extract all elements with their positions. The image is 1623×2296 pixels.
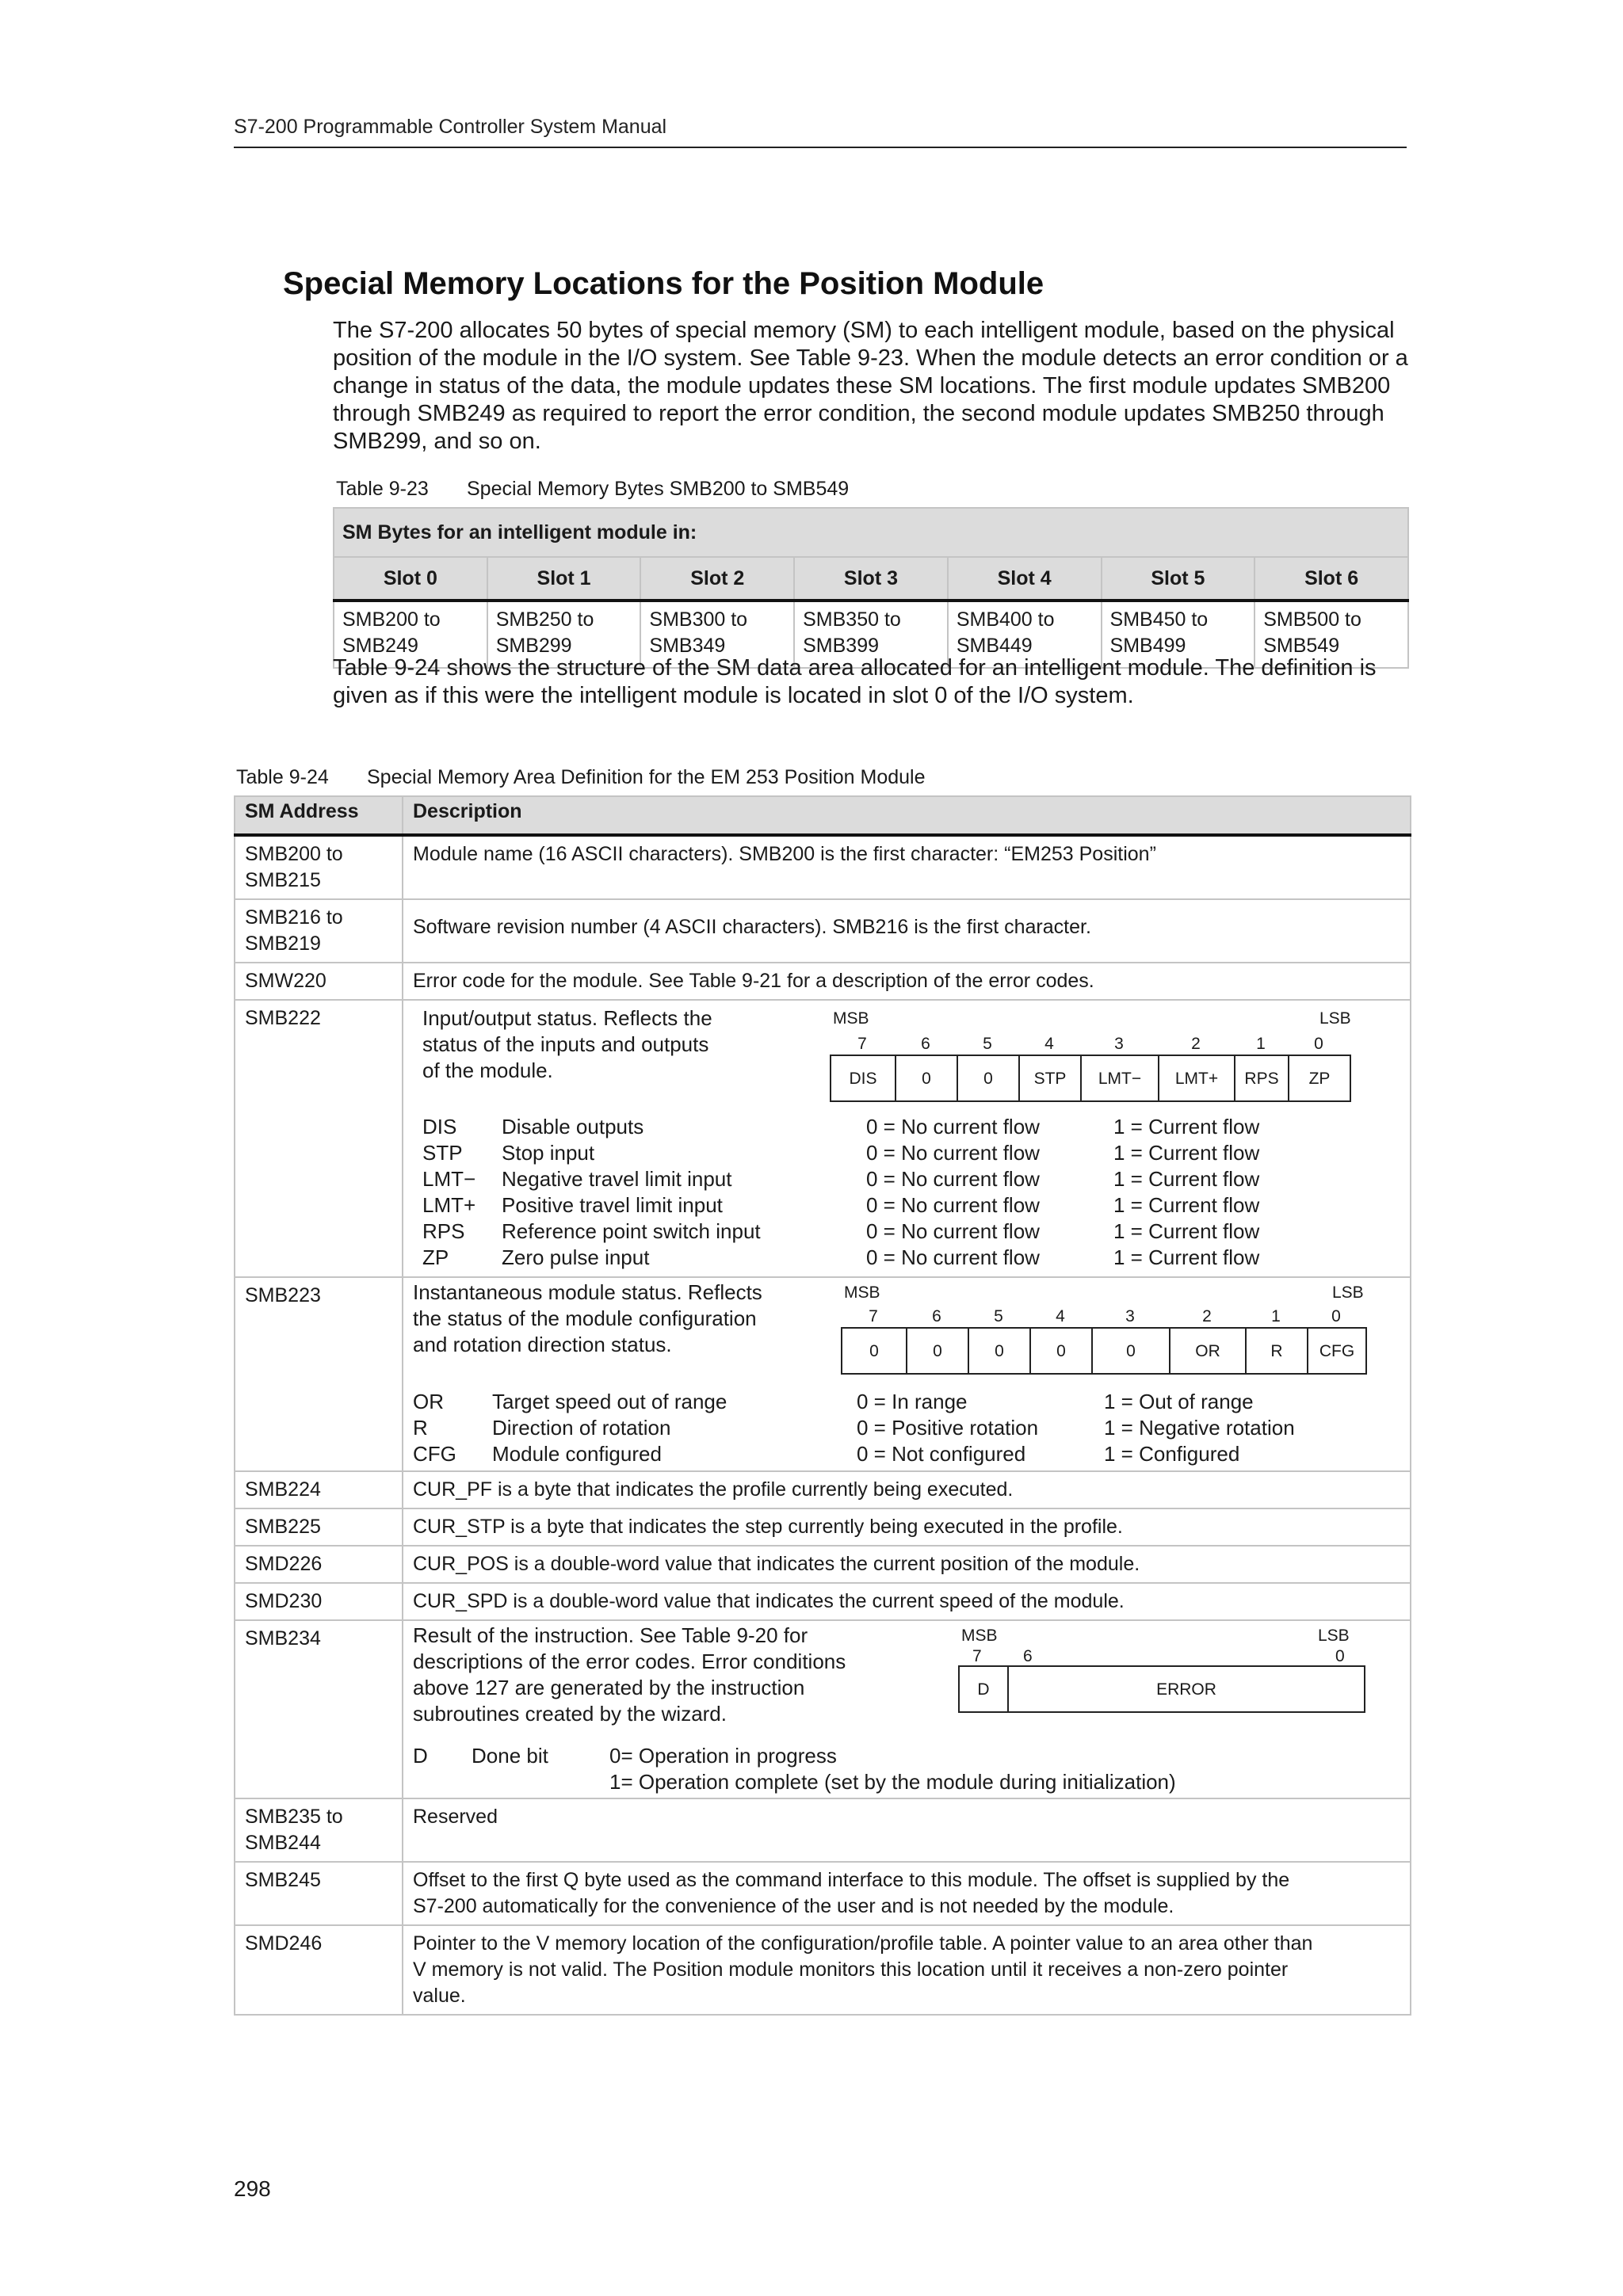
table-row (235, 1925, 1411, 2015)
legend-one: 1 = Current flow (1113, 1167, 1260, 1191)
description (403, 1620, 1411, 1798)
legend-code: LMT− (422, 1167, 476, 1191)
table-row (235, 1000, 1411, 1277)
bit-number: 0 (1314, 1035, 1323, 1053)
description: Software revision number (4 ASCII characters). SMB216 is the first character. (403, 899, 1411, 963)
page-number: 298 (234, 2176, 271, 2201)
bit-cell: 0 (896, 1056, 958, 1100)
bit-intro: Result of the instruction. See Table 9-20 for descriptions of the error codes. Error conditions above 127 are generated by the instruction subroutines created by the wizard. (413, 1623, 846, 1726)
legend-code: CFG (413, 1442, 456, 1466)
legend-one: 1 = Current flow (1113, 1193, 1260, 1217)
legend-name: Reference point switch input (502, 1219, 761, 1243)
table-9-24-caption (236, 766, 926, 789)
legend-one: 1 = Out of range (1104, 1390, 1254, 1413)
legend-zero: 0 = Not configured (857, 1442, 1026, 1466)
table-9-23-caption (336, 478, 849, 501)
bit-cell: D (960, 1667, 1009, 1711)
table-row (235, 1546, 1411, 1583)
bit-numbers (841, 1303, 1365, 1329)
bit-number: 2 (1191, 1035, 1201, 1053)
bit-number: 3 (1114, 1035, 1124, 1053)
table-row (235, 835, 1411, 899)
sm-address: SMB245 (235, 1862, 403, 1925)
legend-code: LMT+ (422, 1193, 476, 1217)
description: CUR_PF is a byte that indicates the profile currently being executed. (403, 1471, 1411, 1508)
sm-address: SMB200 to SMB215 (235, 835, 403, 899)
bit-cell: 0 (1093, 1329, 1170, 1373)
slot-range: SMB450 to SMB499 (1102, 601, 1255, 668)
legend-name: Positive travel limit input (502, 1193, 723, 1217)
legend-code: STP (422, 1141, 463, 1165)
sm-address: SMB224 (235, 1471, 403, 1508)
legend-zero: 0 = No current flow (866, 1219, 1040, 1243)
slot-range: SMB500 to SMB549 (1254, 601, 1408, 668)
bit-cell: R (1247, 1329, 1308, 1373)
bit-cell: RPS (1235, 1056, 1289, 1100)
slot-range: SMB250 to SMB299 (487, 601, 641, 668)
bit-legend (413, 1743, 1323, 1795)
description: CUR_SPD is a double-word value that indicates the current speed of the module. (403, 1583, 1411, 1620)
bit-intro: Instantaneous module status. Reflects the status of the module configuration and rotation direction status. (413, 1280, 762, 1356)
slot-range: SMB400 to SMB449 (948, 601, 1102, 668)
legend-one: 1= Operation complete (set by the module during initialization) (609, 1770, 1176, 1794)
col-header-description: Description (403, 796, 1411, 835)
sm-address: SMD246 (235, 1925, 403, 2015)
bit-cell: 0 (842, 1329, 907, 1373)
section-title: Special Memory Locations for the Position Module (283, 266, 1044, 301)
bit-cell: 0 (969, 1329, 1031, 1373)
legend-zero: 0 = No current flow (866, 1141, 1040, 1165)
table-row (235, 1862, 1411, 1925)
caption-number: Table 9-24 (236, 766, 329, 788)
bit-cell: DIS (831, 1056, 896, 1100)
legend-one: 1 = Current flow (1113, 1219, 1260, 1243)
sm-address: SMB225 (235, 1508, 403, 1546)
intro-paragraph: The S7-200 allocates 50 bytes of special memory (SM) to each intelligent module, based on the physical position of the module in the I/O system. See Table 9-23. When the module detects an error condition or a change in status of the data, the module updates these SM locations. The first module updates SMB200 through SMB249 as required to report the error condition, the second module updates SMB250 through SMB299, and so on. (333, 318, 1408, 454)
legend-one: 1 = Negative rotation (1104, 1416, 1295, 1440)
legend-code: D (413, 1744, 428, 1768)
legend-code: ZP (422, 1245, 449, 1269)
sm-address: SMW220 (235, 963, 403, 1000)
legend-name: Zero pulse input (502, 1245, 650, 1269)
bit-number: 5 (983, 1035, 992, 1053)
table-9-24 (234, 795, 1411, 2016)
sm-address: SMD226 (235, 1546, 403, 1583)
caption-title: Special Memory Bytes SMB200 to SMB549 (467, 478, 850, 500)
slot-header: Slot 2 (640, 557, 794, 601)
bit-legend (413, 1389, 1310, 1467)
bit-number: 6 (921, 1035, 930, 1053)
table-row (235, 963, 1411, 1000)
lsb-label: LSB (1318, 1627, 1350, 1645)
slot-range: SMB350 to SMB399 (794, 601, 948, 668)
col-header-address: SM Address (235, 796, 403, 835)
bit-cell: OR (1170, 1329, 1247, 1373)
sm-address: SMB234 (235, 1620, 403, 1798)
legend-zero: 0 = No current flow (866, 1167, 1040, 1191)
description: CUR_STP is a byte that indicates the step currently being executed in the profile. (403, 1508, 1411, 1546)
bit-number: 1 (1271, 1307, 1281, 1325)
bit-diagram (830, 1001, 1361, 1104)
bit-cell: 0 (907, 1329, 969, 1373)
table-row (235, 1508, 1411, 1546)
legend-code: DIS (422, 1115, 457, 1138)
bit-cell: STP (1020, 1056, 1082, 1100)
description (403, 1277, 1411, 1471)
legend-zero: 0 = Positive rotation (857, 1416, 1039, 1440)
legend-name: Done bit (472, 1744, 548, 1768)
sm-address: SMB223 (235, 1277, 403, 1471)
description: Reserved (403, 1798, 1411, 1862)
legend-one: 1 = Current flow (1113, 1141, 1260, 1165)
legend-name: Disable outputs (502, 1115, 644, 1138)
bit-boxes (958, 1665, 1365, 1713)
description: Pointer to the V memory location of the configuration/profile table. A pointer value to an area other than V memory is not valid. The Position module monitors this location until it receives a non-zero pointer value. (403, 1925, 1411, 2015)
bit-number: 0 (1335, 1647, 1345, 1665)
lsb-label: LSB (1332, 1283, 1364, 1302)
table-row (235, 1277, 1411, 1471)
bit-number: 5 (994, 1307, 1003, 1325)
msb-label: MSB (833, 1009, 869, 1028)
table-row (235, 1798, 1411, 1862)
legend-code: RPS (422, 1219, 465, 1243)
bit-number: 6 (932, 1307, 941, 1325)
legend-code: OR (413, 1390, 444, 1413)
legend-one: 1 = Configured (1104, 1442, 1240, 1466)
legend-name: Target speed out of range (492, 1390, 727, 1413)
slot-header: Slot 4 (948, 557, 1102, 601)
bit-number: 3 (1125, 1307, 1135, 1325)
description: Error code for the module. See Table 9-21 for a description of the error codes. (403, 963, 1411, 1000)
bit-numbers (830, 1031, 1350, 1057)
description (403, 1000, 1411, 1277)
slot-header: Slot 0 (334, 557, 487, 601)
slot-header: Slot 5 (1102, 557, 1255, 601)
legend-name: Direction of rotation (492, 1416, 671, 1440)
bit-number: 2 (1202, 1307, 1212, 1325)
legend-one: 1 = Current flow (1113, 1115, 1260, 1138)
bit-boxes (841, 1327, 1367, 1375)
bit-number: 7 (857, 1035, 867, 1053)
table-row (235, 1620, 1411, 1798)
msb-label: MSB (844, 1283, 880, 1302)
bit-cell: 0 (958, 1056, 1020, 1100)
table-row (235, 1471, 1411, 1508)
slot-range: SMB200 to SMB249 (334, 601, 487, 668)
sm-address: SMB216 to SMB219 (235, 899, 403, 963)
table-row (235, 899, 1411, 963)
legend-zero: 0 = No current flow (866, 1193, 1040, 1217)
legend-code: R (413, 1416, 428, 1440)
description: CUR_POS is a double-word value that indicates the current position of the module. (403, 1546, 1411, 1583)
caption-number: Table 9-23 (336, 478, 429, 500)
header-rule (234, 147, 1407, 148)
legend-one: 1 = Current flow (1113, 1245, 1260, 1269)
bit-cell: ZP (1308, 1069, 1331, 1088)
span-header: SM Bytes for an intelligent module in: (334, 508, 1408, 557)
legend-zero: 0 = In range (857, 1390, 968, 1413)
slot-header: Slot 6 (1254, 557, 1408, 601)
bit-cell: LMT− (1082, 1056, 1159, 1100)
table-9-23 (333, 507, 1409, 669)
bit-number: 7 (869, 1307, 878, 1325)
msb-label: MSB (961, 1627, 998, 1645)
lsb-label: LSB (1319, 1009, 1351, 1028)
legend-zero: 0= Operation in progress (609, 1744, 837, 1768)
running-header: S7-200 Programmable Controller System Manual (234, 116, 667, 138)
slot-header: Slot 3 (794, 557, 948, 601)
legend-zero: 0 = No current flow (866, 1245, 1040, 1269)
bit-legend (422, 1114, 1288, 1271)
bit-number: 6 (1023, 1647, 1033, 1665)
bit-intro: Input/output status. Reflects the status of the inputs and outputs of the module. (422, 1006, 712, 1082)
bit-number: 7 (972, 1647, 982, 1665)
bit-cell: ERROR (1156, 1680, 1216, 1699)
bit-cell: 0 (1031, 1329, 1093, 1373)
structure-paragraph: Table 9-24 shows the structure of the SM data area allocated for an intelligent module. The definition is given as if this were the intelligent module is located in slot 0 of the I/O system. (333, 655, 1377, 708)
sm-address: SMB222 (235, 1000, 403, 1277)
legend-zero: 0 = No current flow (866, 1115, 1040, 1138)
legend-name: Module configured (492, 1442, 662, 1466)
bit-number: 0 (1331, 1307, 1341, 1325)
bit-number: 1 (1256, 1035, 1266, 1053)
bit-diagram (958, 1621, 1370, 1716)
bit-cell: LMT+ (1159, 1056, 1235, 1100)
description: Offset to the first Q byte used as the command interface to this module. The offset is supplied by the S7-200 automatically for the convenience of the user and is not needed by the module. (403, 1862, 1411, 1925)
slot-range: SMB300 to SMB349 (640, 601, 794, 668)
legend-name: Stop input (502, 1141, 595, 1165)
legend-name: Negative travel limit input (502, 1167, 732, 1191)
bit-number: 4 (1056, 1307, 1065, 1325)
sm-address: SMB235 to SMB244 (235, 1798, 403, 1862)
sm-address: SMD230 (235, 1583, 403, 1620)
table-row (235, 1583, 1411, 1620)
slot-header: Slot 1 (487, 557, 641, 601)
bit-number: 4 (1044, 1035, 1054, 1053)
bit-diagram (841, 1278, 1380, 1381)
caption-title: Special Memory Area Definition for the EM 253 Position Module (367, 766, 926, 788)
bit-cell: CFG (1319, 1341, 1355, 1360)
description: Module name (16 ASCII characters). SMB200 is the first character: “EM253 Position” (403, 835, 1411, 899)
bit-boxes (830, 1055, 1351, 1102)
